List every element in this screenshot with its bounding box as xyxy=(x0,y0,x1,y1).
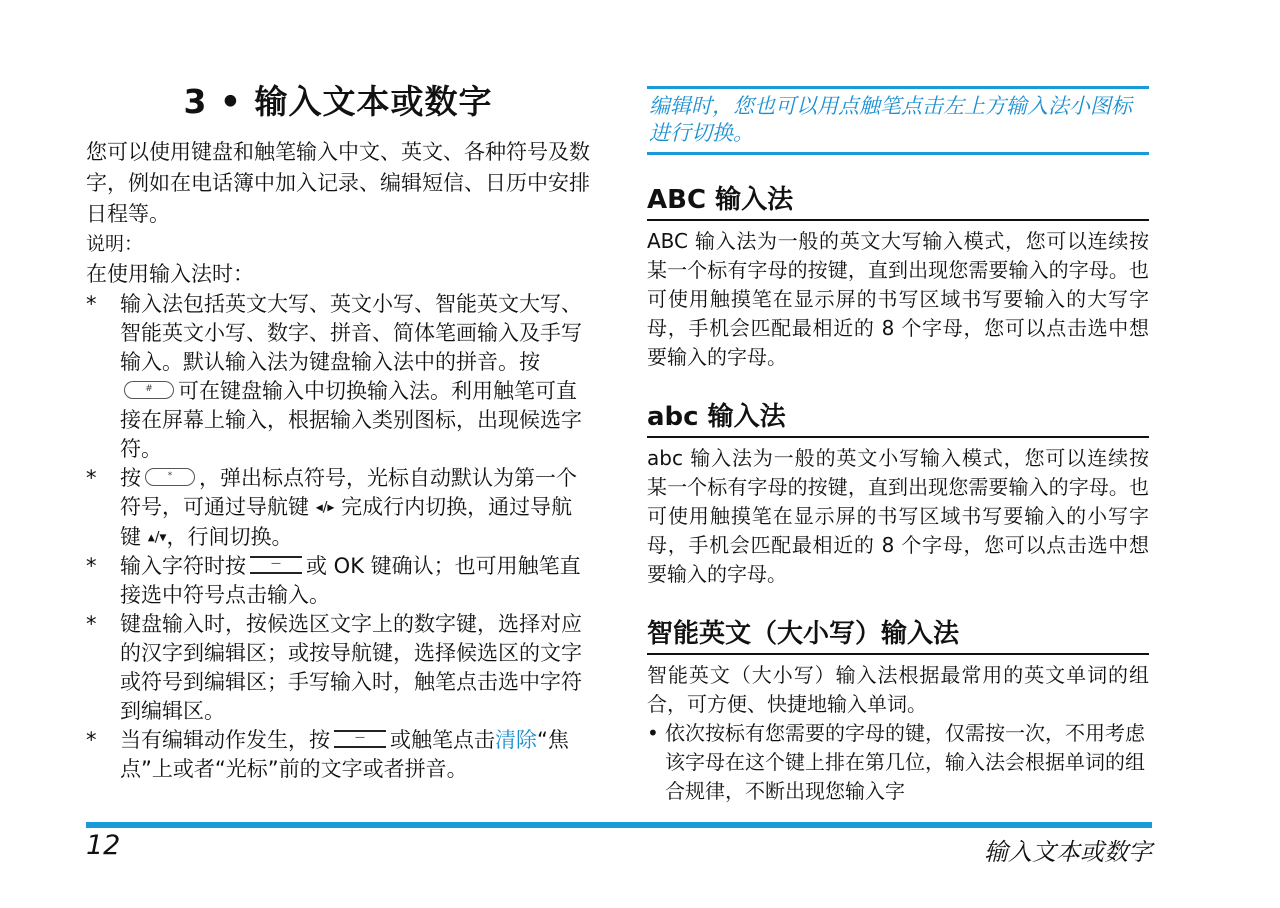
nav-left-right-icon: ◂/▸ xyxy=(315,499,335,516)
section-heading-abc-lower: abc 输入法 xyxy=(647,396,1149,438)
page-number: 12 xyxy=(86,830,121,861)
bullet-star: * xyxy=(86,728,97,752)
bullet-text: “焦点”上或者“光标”前的文字或者拼音。 xyxy=(120,728,569,781)
section-body-abc-lower: abc 输入法为一般的英文小写输入模式，您可以连续按某一个标有字母的按键，直到出现您需要输入的字母。也可使用触摸笔在显示屏的书写区域书写要输入的小写字母，手机会匹配最相近的 8 个字母，您可以点击选中想要输入的字母。 xyxy=(647,446,1149,586)
bullet-star: * xyxy=(86,466,97,490)
bullet-text: 输入字符时按 xyxy=(120,554,246,578)
section-body-abc-upper: ABC 输入法为一般的英文大写输入模式，您可以连续按某一个标有字母的按键，直到出现您需要输入的字母。也可使用触摸笔在显示屏的书写区域书写要输入的大写字母，手机会匹配最相近的 8 个字母，您可以点击选中想要输入的字母。 xyxy=(647,229,1149,369)
bullet-text: 完成行内切换，通过导航键 xyxy=(120,495,573,549)
intro-paragraph: 您可以使用键盘和触笔输入中文、英文、各种符号及数字，例如在电话簿中加入记录、编辑短信、日历中安排日程等。 xyxy=(86,140,590,226)
list-item xyxy=(86,726,590,784)
usage-notes-list xyxy=(86,290,590,784)
hash-key-icon: # xyxy=(124,381,174,399)
section-heading-abc-upper: ABC 输入法 xyxy=(647,179,1149,221)
clear-link[interactable]: 清除 xyxy=(495,728,537,752)
list-item xyxy=(86,610,590,726)
tip-box: 编辑时，您也可以用点触笔点击左上方输入法小图标进行切换。 xyxy=(647,86,1149,155)
smart-english-list xyxy=(647,719,1149,806)
list-item xyxy=(647,719,1149,806)
bullet-text: ，弹出标点符号，光标自动默认为第一个符号，可通过导航键 xyxy=(120,466,577,519)
chapter-title: 3 • 输入文本或数字 xyxy=(183,82,493,121)
bullet-text: 按 xyxy=(120,466,141,490)
right-softkey-icon: — xyxy=(334,730,386,748)
bullet-text: 或 OK 键确认；也可用触笔直接选中符号点击输入。 xyxy=(120,554,581,607)
when-using-text: 在使用输入法时： xyxy=(86,262,254,286)
right-column xyxy=(647,86,1149,806)
star-key-icon: * xyxy=(145,468,195,486)
bullet-star: * xyxy=(86,612,97,636)
section-body-smart-english: 智能英文（大小写）输入法根据最常用的英文单词的组合，可方便、快捷地输入单词。 xyxy=(647,663,1149,716)
nav-up-down-icon: ▴/▾ xyxy=(147,529,167,545)
bullet-dot-icon: • xyxy=(647,721,659,745)
bullet-text: 键盘输入时，按候选区文字上的数字键，选择对应的汉字到编辑区；或按导航键，选择候选区的文字或符号到编辑区；手写输入时，触笔点击选中字符到编辑区。 xyxy=(120,612,582,723)
bullet-star: * xyxy=(86,292,97,316)
bullet-star: * xyxy=(86,554,97,578)
footer-rule xyxy=(86,822,1152,828)
running-title: 输入文本或数字 xyxy=(984,838,1152,866)
list-item xyxy=(86,552,590,610)
left-softkey-icon: — xyxy=(250,556,302,574)
list-item xyxy=(86,464,590,552)
note-label: 说明： xyxy=(86,233,144,255)
bullet-text: 输入法包括英文大写、英文小写、智能英文大写、智能英文小写、数字、拼音、简体笔画输入及手写输入。默认输入法为键盘输入法中的拼音。按 xyxy=(120,292,582,374)
bullet-text: ，行间切换。 xyxy=(166,524,293,549)
bullet-text: 或触笔点击 xyxy=(390,728,495,752)
list-item xyxy=(86,290,590,464)
bullet-text: 当有编辑动作发生，按 xyxy=(120,728,330,752)
bullet-text: 依次按标有您需要的字母的键，仅需按一次，不用考虑该字母在这个键上排在第几位，输入法会根据单词的组合规律，不断出现您输入字 xyxy=(665,721,1145,803)
left-column xyxy=(86,70,590,784)
section-heading-smart-english: 智能英文（大小写）输入法 xyxy=(647,613,1149,655)
bullet-text: 可在键盘输入中切换输入法。利用触笔可直接在屏幕上输入，根据输入类别图标，出现候选字符。 xyxy=(120,379,582,461)
